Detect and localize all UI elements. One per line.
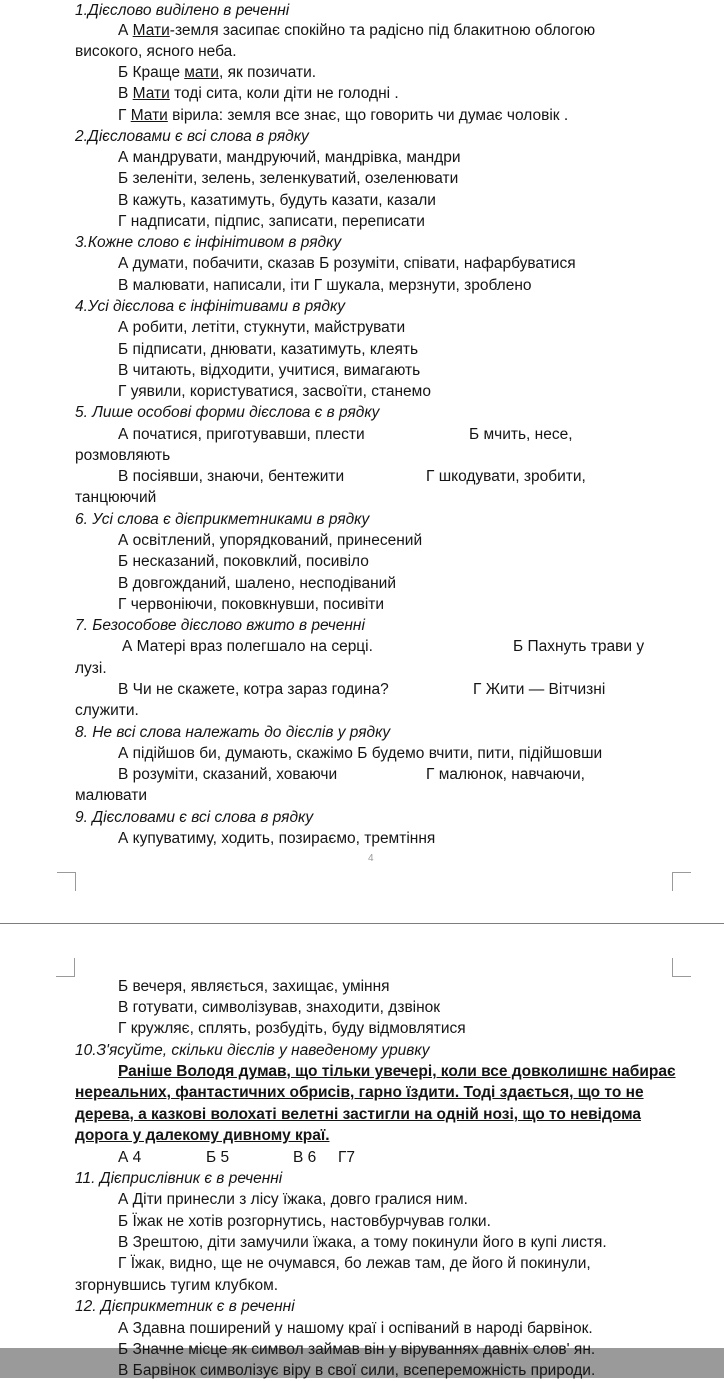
text-line: дорога у далекому дивному краї. xyxy=(75,1127,330,1144)
text-line: В Зрештою, діти замучили їжака, а тому покинули його в купі листя. xyxy=(118,1234,607,1251)
text-line: В готувати, символізував, знаходити, дзвінок xyxy=(118,999,441,1016)
text-line: А мандрувати, мандруючий, мандрівка, мандри xyxy=(118,149,461,166)
text-line: В Барвінок символізує віру в свої сили, всепереможність природи. xyxy=(118,1362,596,1379)
text-line: Б Їжак не хотів розгорнутись, настовбурчував голки. xyxy=(118,1213,491,1230)
text-line: Г малюнок, навчаючи, xyxy=(426,766,585,783)
underlined-word: Мати xyxy=(132,22,170,39)
text-line: Б 5 xyxy=(206,1149,230,1166)
text-line: А початися, приготувавши, плести xyxy=(118,426,365,443)
question-heading: 8. Не всі слова належать до дієслів у рядку xyxy=(75,724,391,741)
question-heading: 5. Лише особові форми дієслова є в рядку xyxy=(75,404,380,421)
page-number: 4 xyxy=(368,853,374,864)
text-line: А Матері враз полегшало на серці. xyxy=(122,638,373,655)
text-line: А освітлений, упорядкований, принесений xyxy=(118,532,423,549)
text-span: В xyxy=(118,85,133,102)
text-line: А підійшов би, думають, скажімо Б будемо вчити, пити, підійшовши xyxy=(118,745,603,762)
question-heading: 10.З'ясуйте, скільки дієслів у наведеному уривку xyxy=(75,1042,430,1059)
underlined-word: Мати xyxy=(130,107,168,124)
text-line: В кажуть, казатимуть, будуть казати, казали xyxy=(118,192,436,209)
text-line: лузі. xyxy=(75,660,107,677)
text-span: Г xyxy=(118,107,131,124)
underlined-word: Мати xyxy=(132,85,170,102)
text-line: В 6 xyxy=(293,1149,317,1166)
text-line: Г уявили, користуватися, засвоїти, станемо xyxy=(118,383,431,400)
text-line: служити. xyxy=(75,702,139,719)
text-line: згорнувшись тугим клубком. xyxy=(75,1277,279,1294)
text-line xyxy=(118,84,399,104)
text-line: А робити, летіти, стукнути, майструвати xyxy=(118,319,406,336)
question-heading: 1.Дієслово виділено в реченні xyxy=(75,2,290,19)
text-span: Б Краще xyxy=(118,64,185,81)
text-line: дерева, а казкові волохаті велетні застигли на одній нозі, що то невідома xyxy=(75,1106,641,1123)
text-line: Г шкодувати, зробити, xyxy=(426,468,586,485)
question-heading: 11. Дієприслівник є в реченні xyxy=(75,1170,283,1187)
text-line: танцюючий xyxy=(75,489,157,506)
text-line: нереальних, фантастичних обрисів, гарно їздити. Тоді здається, що то не xyxy=(75,1084,644,1101)
text-line: В малювати, написали, іти Г шукала, мерзнути, зроблено xyxy=(118,277,532,294)
page-corner-mark-bottom-left xyxy=(57,872,76,891)
page-break-gap xyxy=(0,923,724,968)
text-line: розмовляють xyxy=(75,447,171,464)
text-line: А думати, побачити, сказав Б розуміти, співати, нафарбуватися xyxy=(118,255,576,272)
text-line: Г кружляє, сплять, розбудіть, буду відмовлятися xyxy=(118,1020,466,1037)
text-line: Б вечеря, являється, захищає, уміння xyxy=(118,978,390,995)
text-line: В довгожданий, шалено, несподіваний xyxy=(118,575,396,592)
text-line: А 4 xyxy=(118,1149,142,1166)
text-line: В розуміти, сказаний, ховаючи xyxy=(118,766,338,783)
question-heading: 9. Дієсловами є всі слова в рядку xyxy=(75,809,314,826)
text-line: В посіявши, знаючи, бентежити xyxy=(118,468,345,485)
text-span: , як позичати. xyxy=(218,64,317,81)
text-line xyxy=(118,21,595,41)
question-heading: 2.Дієсловами є всі слова в рядку xyxy=(75,128,309,145)
text-line: А Діти принесли з лісу їжака, довго гралися ним. xyxy=(118,1191,468,1208)
text-line: Б Пахнуть трави у xyxy=(513,638,645,655)
text-line: Г надписати, підпис, записати, переписати xyxy=(118,213,425,230)
question-heading: 7. Безособове дієслово вжито в реченні xyxy=(75,617,365,634)
text-line: Б підписати, днювати, казатимуть, клеять xyxy=(118,341,419,358)
text-line: В Чи не скажете, котра зараз година? xyxy=(118,681,389,698)
text-line xyxy=(118,63,316,83)
text-line: В читають, відходити, учитися, вимагають xyxy=(118,362,421,379)
text-line: Б несказаний, поковклий, посивіло xyxy=(118,553,369,570)
text-line: Г Їжак, видно, ще не очумався, бо лежав там, де його й покинули, xyxy=(118,1255,591,1272)
text-span: -земля засипає спокійно та радісно під блакитною облогою xyxy=(169,22,596,39)
text-line: А Здавна поширений у нашому краї і оспіваний в народі барвінок. xyxy=(118,1320,593,1337)
page-corner-mark-top-right xyxy=(672,958,691,977)
text-line: Г Жити — Вітчизні xyxy=(473,681,606,698)
text-line: Б зеленіти, зелень, зеленкуватий, озеленювати xyxy=(118,170,459,187)
text-span: тоді сита, коли діти не голодні . xyxy=(169,85,399,102)
text-line xyxy=(118,106,568,126)
text-line: Б Значне місце як символ займав він у віруваннях давніх слов' ян. xyxy=(118,1341,596,1358)
underlined-word: мати xyxy=(184,64,219,81)
text-line: високого, ясного неба. xyxy=(75,43,237,60)
text-line: А купуватиму, ходить, позираємо, тремтіння xyxy=(118,830,436,847)
question-heading: 3.Кожне слово є інфінітивом в рядку xyxy=(75,234,342,251)
text-line: малювати xyxy=(75,787,148,804)
question-heading: 6. Усі слова є дієприкметниками в рядку xyxy=(75,511,370,528)
text-line: Г7 xyxy=(338,1149,356,1166)
text-line: Г червоніючи, поковкнувши, посивіти xyxy=(118,596,385,613)
text-line: Б мчить, несе, xyxy=(469,426,573,443)
text-line: Раніше Володя думав, що тільки увечері, коли все довколишнє набирає xyxy=(118,1063,676,1080)
page-corner-mark-bottom-right xyxy=(672,872,691,891)
text-span: А xyxy=(118,22,133,39)
page-corner-mark-top-left xyxy=(56,958,75,977)
question-heading: 12. Дієприкметник є в реченні xyxy=(75,1298,295,1315)
text-span: вірила: земля все знає, що говорить чи думає чоловік . xyxy=(167,107,569,124)
question-heading: 4.Усі дієслова є інфінітивами в рядку xyxy=(75,298,346,315)
